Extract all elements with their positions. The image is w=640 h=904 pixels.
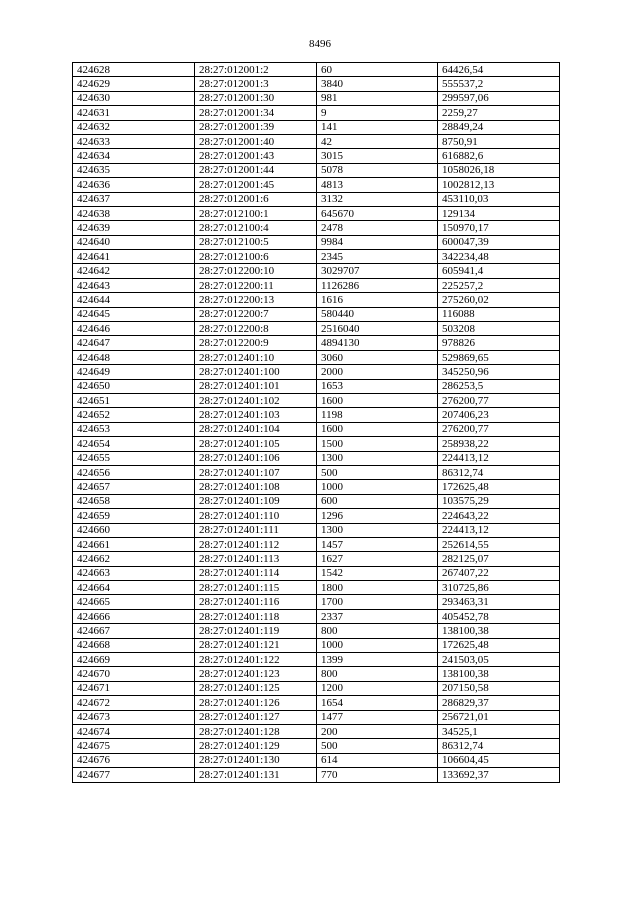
cadastral-number-cell: 28:27:012100:4 xyxy=(195,221,317,235)
record-number-cell: 424660 xyxy=(73,523,195,537)
cadastral-number-cell: 28:27:012401:111 xyxy=(195,523,317,537)
record-number-cell: 424658 xyxy=(73,494,195,508)
record-number-cell: 424648 xyxy=(73,350,195,364)
record-number-cell: 424665 xyxy=(73,595,195,609)
area-cell: 1542 xyxy=(317,566,438,580)
table-row xyxy=(73,681,560,695)
area-cell: 614 xyxy=(317,753,438,767)
table-row xyxy=(73,63,560,77)
table-row xyxy=(73,696,560,710)
cadastral-number-cell: 28:27:012401:112 xyxy=(195,537,317,551)
table-row xyxy=(73,465,560,479)
value-cell: 64426,54 xyxy=(438,63,560,77)
record-number-cell: 424634 xyxy=(73,149,195,163)
area-cell: 1300 xyxy=(317,451,438,465)
cadastral-number-cell: 28:27:012200:11 xyxy=(195,278,317,292)
record-number-cell: 424642 xyxy=(73,264,195,278)
area-cell: 2345 xyxy=(317,250,438,264)
value-cell: 241503,05 xyxy=(438,653,560,667)
area-cell: 1500 xyxy=(317,437,438,451)
area-cell: 60 xyxy=(317,63,438,77)
table-row xyxy=(73,322,560,336)
table-row xyxy=(73,566,560,580)
table-row xyxy=(73,120,560,134)
value-cell: 275260,02 xyxy=(438,293,560,307)
value-cell: 258938,22 xyxy=(438,437,560,451)
value-cell: 529869,65 xyxy=(438,350,560,364)
cadastral-number-cell: 28:27:012401:129 xyxy=(195,739,317,753)
table-row xyxy=(73,624,560,638)
cadastral-number-cell: 28:27:012401:126 xyxy=(195,696,317,710)
area-cell: 2000 xyxy=(317,365,438,379)
record-number-cell: 424630 xyxy=(73,91,195,105)
record-number-cell: 424650 xyxy=(73,379,195,393)
area-cell: 1800 xyxy=(317,581,438,595)
cadastral-number-cell: 28:27:012001:34 xyxy=(195,106,317,120)
area-cell: 141 xyxy=(317,120,438,134)
cadastral-number-cell: 28:27:012001:45 xyxy=(195,178,317,192)
area-cell: 1616 xyxy=(317,293,438,307)
cadastral-number-cell: 28:27:012001:6 xyxy=(195,192,317,206)
cadastral-number-cell: 28:27:012401:114 xyxy=(195,566,317,580)
record-number-cell: 424635 xyxy=(73,163,195,177)
area-cell: 2516040 xyxy=(317,322,438,336)
record-number-cell: 424640 xyxy=(73,235,195,249)
table-row xyxy=(73,278,560,292)
value-cell: 555537,2 xyxy=(438,77,560,91)
record-number-cell: 424670 xyxy=(73,667,195,681)
table-row xyxy=(73,149,560,163)
value-cell: 252614,55 xyxy=(438,537,560,551)
record-number-cell: 424637 xyxy=(73,192,195,206)
table-row xyxy=(73,437,560,451)
table-row xyxy=(73,77,560,91)
value-cell: 224413,12 xyxy=(438,451,560,465)
record-number-cell: 424647 xyxy=(73,336,195,350)
area-cell: 5078 xyxy=(317,163,438,177)
table-body xyxy=(73,63,560,783)
value-cell: 138100,38 xyxy=(438,667,560,681)
value-cell: 616882,6 xyxy=(438,149,560,163)
value-cell: 342234,48 xyxy=(438,250,560,264)
table-row xyxy=(73,581,560,595)
area-cell: 3029707 xyxy=(317,264,438,278)
value-cell: 116088 xyxy=(438,307,560,321)
area-cell: 600 xyxy=(317,494,438,508)
record-number-cell: 424667 xyxy=(73,624,195,638)
value-cell: 224643,22 xyxy=(438,509,560,523)
record-number-cell: 424674 xyxy=(73,724,195,738)
record-number-cell: 424632 xyxy=(73,120,195,134)
table-row xyxy=(73,667,560,681)
area-cell: 1000 xyxy=(317,480,438,494)
value-cell: 978826 xyxy=(438,336,560,350)
area-cell: 1600 xyxy=(317,422,438,436)
value-cell: 207406,23 xyxy=(438,408,560,422)
cadastral-number-cell: 28:27:012200:10 xyxy=(195,264,317,278)
cadastral-number-cell: 28:27:012401:109 xyxy=(195,494,317,508)
area-cell: 1126286 xyxy=(317,278,438,292)
table-row xyxy=(73,451,560,465)
cadastral-number-cell: 28:27:012200:8 xyxy=(195,322,317,336)
cadastral-number-cell: 28:27:012401:123 xyxy=(195,667,317,681)
cadastral-number-cell: 28:27:012401:108 xyxy=(195,480,317,494)
table-row xyxy=(73,768,560,782)
table-row xyxy=(73,379,560,393)
record-number-cell: 424659 xyxy=(73,509,195,523)
value-cell: 34525,1 xyxy=(438,724,560,738)
record-number-cell: 424673 xyxy=(73,710,195,724)
cadastral-number-cell: 28:27:012401:130 xyxy=(195,753,317,767)
cadastral-number-cell: 28:27:012401:113 xyxy=(195,552,317,566)
table-row xyxy=(73,494,560,508)
area-cell: 3840 xyxy=(317,77,438,91)
record-number-cell: 424671 xyxy=(73,681,195,695)
area-cell: 2337 xyxy=(317,609,438,623)
record-number-cell: 424672 xyxy=(73,696,195,710)
value-cell: 28849,24 xyxy=(438,120,560,134)
record-number-cell: 424636 xyxy=(73,178,195,192)
table-row xyxy=(73,408,560,422)
area-cell: 1700 xyxy=(317,595,438,609)
cadastral-number-cell: 28:27:012401:131 xyxy=(195,768,317,782)
cadastral-number-cell: 28:27:012401:115 xyxy=(195,581,317,595)
value-cell: 276200,77 xyxy=(438,422,560,436)
area-cell: 1600 xyxy=(317,393,438,407)
table-row xyxy=(73,91,560,105)
table-row xyxy=(73,235,560,249)
cadastral-number-cell: 28:27:012401:127 xyxy=(195,710,317,724)
cadastral-number-cell: 28:27:012200:9 xyxy=(195,336,317,350)
area-cell: 42 xyxy=(317,134,438,148)
table-row xyxy=(73,609,560,623)
value-cell: 503208 xyxy=(438,322,560,336)
table-row xyxy=(73,264,560,278)
cadastral-number-cell: 28:27:012001:43 xyxy=(195,149,317,163)
value-cell: 286253,5 xyxy=(438,379,560,393)
value-cell: 310725,86 xyxy=(438,581,560,595)
record-number-cell: 424655 xyxy=(73,451,195,465)
value-cell: 267407,22 xyxy=(438,566,560,580)
value-cell: 605941,4 xyxy=(438,264,560,278)
table-row xyxy=(73,350,560,364)
area-cell: 1654 xyxy=(317,696,438,710)
cadastral-number-cell: 28:27:012001:30 xyxy=(195,91,317,105)
table-row xyxy=(73,178,560,192)
area-cell: 3132 xyxy=(317,192,438,206)
value-cell: 293463,31 xyxy=(438,595,560,609)
value-cell: 276200,77 xyxy=(438,393,560,407)
area-cell: 1200 xyxy=(317,681,438,695)
value-cell: 172625,48 xyxy=(438,480,560,494)
table-row xyxy=(73,653,560,667)
cadastral-number-cell: 28:27:012401:103 xyxy=(195,408,317,422)
table-row xyxy=(73,739,560,753)
cadastral-number-cell: 28:27:012401:105 xyxy=(195,437,317,451)
area-cell: 200 xyxy=(317,724,438,738)
record-number-cell: 424675 xyxy=(73,739,195,753)
cadastral-number-cell: 28:27:012401:121 xyxy=(195,638,317,652)
table-row xyxy=(73,638,560,652)
table-row xyxy=(73,293,560,307)
record-number-cell: 424652 xyxy=(73,408,195,422)
record-number-cell: 424669 xyxy=(73,653,195,667)
table-row xyxy=(73,552,560,566)
record-number-cell: 424646 xyxy=(73,322,195,336)
table-row xyxy=(73,422,560,436)
value-cell: 453110,03 xyxy=(438,192,560,206)
area-cell: 770 xyxy=(317,768,438,782)
table-row xyxy=(73,163,560,177)
record-number-cell: 424645 xyxy=(73,307,195,321)
record-number-cell: 424676 xyxy=(73,753,195,767)
table-row xyxy=(73,509,560,523)
area-cell: 800 xyxy=(317,624,438,638)
record-number-cell: 424654 xyxy=(73,437,195,451)
value-cell: 129134 xyxy=(438,206,560,220)
table-row xyxy=(73,523,560,537)
value-cell: 172625,48 xyxy=(438,638,560,652)
record-number-cell: 424661 xyxy=(73,537,195,551)
value-cell: 1002812,13 xyxy=(438,178,560,192)
area-cell: 1296 xyxy=(317,509,438,523)
table-row xyxy=(73,221,560,235)
page-number: 8496 xyxy=(309,38,331,50)
value-cell: 138100,38 xyxy=(438,624,560,638)
value-cell: 225257,2 xyxy=(438,278,560,292)
area-cell: 1653 xyxy=(317,379,438,393)
cadastral-number-cell: 28:27:012401:122 xyxy=(195,653,317,667)
cadastral-number-cell: 28:27:012401:107 xyxy=(195,465,317,479)
area-cell: 3015 xyxy=(317,149,438,163)
cadastral-number-cell: 28:27:012401:104 xyxy=(195,422,317,436)
table-row xyxy=(73,307,560,321)
value-cell: 2259,27 xyxy=(438,106,560,120)
record-number-cell: 424631 xyxy=(73,106,195,120)
cadastral-number-cell: 28:27:012001:44 xyxy=(195,163,317,177)
record-number-cell: 424644 xyxy=(73,293,195,307)
record-number-cell: 424651 xyxy=(73,393,195,407)
area-cell: 9 xyxy=(317,106,438,120)
cadastral-number-cell: 28:27:012401:116 xyxy=(195,595,317,609)
record-number-cell: 424664 xyxy=(73,581,195,595)
value-cell: 256721,01 xyxy=(438,710,560,724)
record-number-cell: 424666 xyxy=(73,609,195,623)
cadastral-number-cell: 28:27:012200:7 xyxy=(195,307,317,321)
area-cell: 1477 xyxy=(317,710,438,724)
area-cell: 981 xyxy=(317,91,438,105)
cadastral-number-cell: 28:27:012200:13 xyxy=(195,293,317,307)
table-row xyxy=(73,106,560,120)
record-number-cell: 424629 xyxy=(73,77,195,91)
value-cell: 600047,39 xyxy=(438,235,560,249)
table-row xyxy=(73,595,560,609)
cadastral-number-cell: 28:27:012001:39 xyxy=(195,120,317,134)
area-cell: 500 xyxy=(317,739,438,753)
record-number-cell: 424662 xyxy=(73,552,195,566)
value-cell: 207150,58 xyxy=(438,681,560,695)
area-cell: 1198 xyxy=(317,408,438,422)
cadastral-number-cell: 28:27:012401:119 xyxy=(195,624,317,638)
value-cell: 1058026,18 xyxy=(438,163,560,177)
table-row xyxy=(73,336,560,350)
value-cell: 282125,07 xyxy=(438,552,560,566)
table-row xyxy=(73,134,560,148)
cadastral-number-cell: 28:27:012401:110 xyxy=(195,509,317,523)
area-cell: 1627 xyxy=(317,552,438,566)
record-number-cell: 424643 xyxy=(73,278,195,292)
cadastral-number-cell: 28:27:012401:106 xyxy=(195,451,317,465)
area-cell: 1457 xyxy=(317,537,438,551)
value-cell: 133692,37 xyxy=(438,768,560,782)
cadastral-number-cell: 28:27:012401:118 xyxy=(195,609,317,623)
area-cell: 800 xyxy=(317,667,438,681)
cadastral-number-cell: 28:27:012401:10 xyxy=(195,350,317,364)
record-number-cell: 424638 xyxy=(73,206,195,220)
table-row xyxy=(73,753,560,767)
record-number-cell: 424653 xyxy=(73,422,195,436)
cadastral-number-cell: 28:27:012100:5 xyxy=(195,235,317,249)
cadastral-number-cell: 28:27:012001:40 xyxy=(195,134,317,148)
cadastral-number-cell: 28:27:012401:125 xyxy=(195,681,317,695)
value-cell: 345250,96 xyxy=(438,365,560,379)
record-number-cell: 424628 xyxy=(73,63,195,77)
value-cell: 405452,78 xyxy=(438,609,560,623)
record-number-cell: 424649 xyxy=(73,365,195,379)
area-cell: 1000 xyxy=(317,638,438,652)
value-cell: 86312,74 xyxy=(438,465,560,479)
table-row xyxy=(73,724,560,738)
record-number-cell: 424633 xyxy=(73,134,195,148)
value-cell: 224413,12 xyxy=(438,523,560,537)
record-number-cell: 424677 xyxy=(73,768,195,782)
cadastral-number-cell: 28:27:012401:100 xyxy=(195,365,317,379)
area-cell: 4813 xyxy=(317,178,438,192)
area-cell: 1300 xyxy=(317,523,438,537)
area-cell: 500 xyxy=(317,465,438,479)
table-row xyxy=(73,480,560,494)
table-row xyxy=(73,206,560,220)
value-cell: 299597,06 xyxy=(438,91,560,105)
value-cell: 106604,45 xyxy=(438,753,560,767)
cadastral-number-cell: 28:27:012100:1 xyxy=(195,206,317,220)
value-cell: 286829,37 xyxy=(438,696,560,710)
area-cell: 9984 xyxy=(317,235,438,249)
value-cell: 150970,17 xyxy=(438,221,560,235)
area-cell: 4894130 xyxy=(317,336,438,350)
record-number-cell: 424641 xyxy=(73,250,195,264)
area-cell: 2478 xyxy=(317,221,438,235)
record-number-cell: 424639 xyxy=(73,221,195,235)
record-number-cell: 424657 xyxy=(73,480,195,494)
table-row xyxy=(73,537,560,551)
cadastral-number-cell: 28:27:012401:102 xyxy=(195,393,317,407)
table-row xyxy=(73,710,560,724)
table-row xyxy=(73,393,560,407)
value-cell: 8750,91 xyxy=(438,134,560,148)
cadastral-number-cell: 28:27:012100:6 xyxy=(195,250,317,264)
cadastral-number-cell: 28:27:012001:2 xyxy=(195,63,317,77)
record-number-cell: 424656 xyxy=(73,465,195,479)
cadastral-number-cell: 28:27:012001:3 xyxy=(195,77,317,91)
area-cell: 1399 xyxy=(317,653,438,667)
value-cell: 103575,29 xyxy=(438,494,560,508)
cadastral-number-cell: 28:27:012401:128 xyxy=(195,724,317,738)
data-table xyxy=(72,62,560,783)
value-cell: 86312,74 xyxy=(438,739,560,753)
area-cell: 3060 xyxy=(317,350,438,364)
table-row xyxy=(73,192,560,206)
area-cell: 645670 xyxy=(317,206,438,220)
table-row xyxy=(73,250,560,264)
table-row xyxy=(73,365,560,379)
record-number-cell: 424663 xyxy=(73,566,195,580)
area-cell: 580440 xyxy=(317,307,438,321)
cadastral-number-cell: 28:27:012401:101 xyxy=(195,379,317,393)
record-number-cell: 424668 xyxy=(73,638,195,652)
